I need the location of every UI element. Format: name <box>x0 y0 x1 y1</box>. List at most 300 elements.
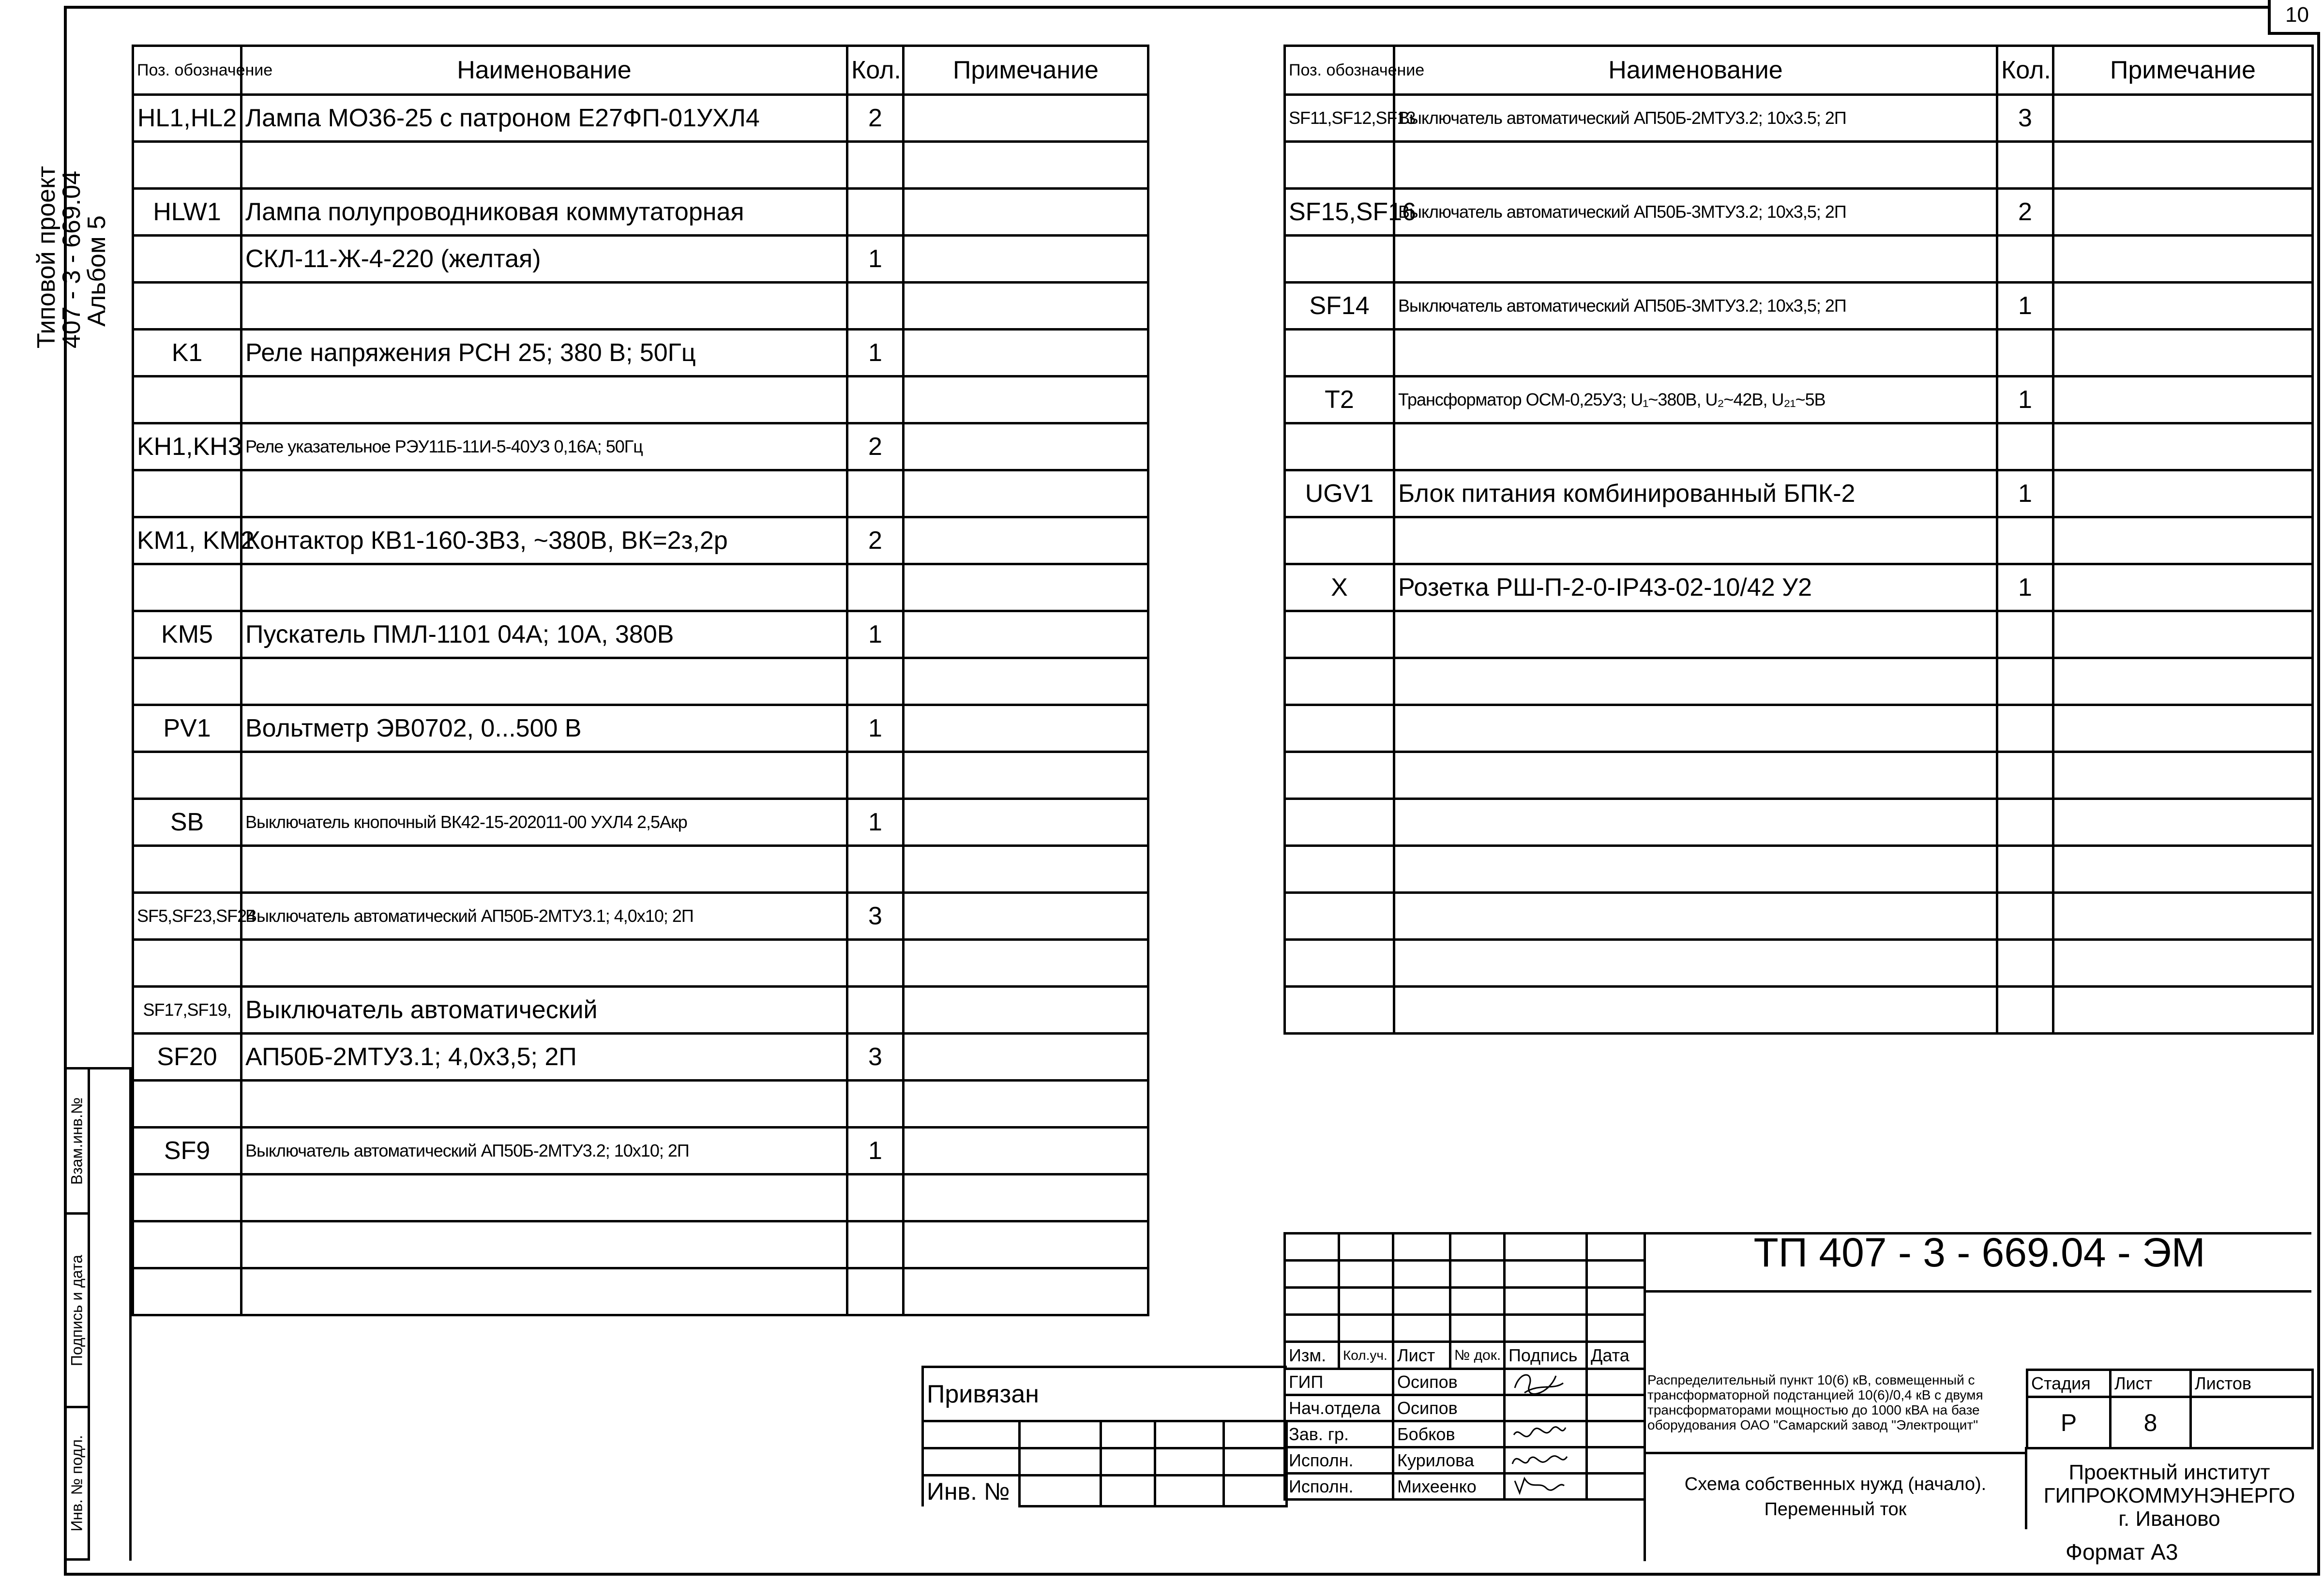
quantity-cell: 1 <box>847 330 904 376</box>
note-cell <box>904 611 1148 658</box>
quantity-cell <box>847 564 904 611</box>
signatory-name: Осипов <box>1393 1395 1505 1421</box>
note-cell <box>904 846 1148 893</box>
quantity-cell: 1 <box>1997 470 2053 517</box>
org-line: г. Иваново <box>2118 1507 2220 1531</box>
quantity-cell: 2 <box>847 517 904 564</box>
sheet-header: Лист <box>2111 1370 2191 1397</box>
note-cell <box>904 470 1148 517</box>
name-cell <box>241 470 847 517</box>
note-cell <box>2053 423 2313 470</box>
spec-row <box>133 1128 1148 1174</box>
note-cell <box>2053 893 2313 940</box>
spec-row <box>133 611 1148 658</box>
name-cell <box>1394 846 1997 893</box>
signatory-name: Михеенко <box>1393 1474 1505 1500</box>
note-cell <box>2053 330 2313 376</box>
quantity-cell: 3 <box>1997 95 2053 142</box>
quantity-cell: 1 <box>847 705 904 752</box>
name-cell: Розетка РШ-П-2-0-IP43-02-10/42 У2 <box>1394 564 1997 611</box>
quantity-cell <box>847 658 904 705</box>
project-description: Распределительный пункт 10(6) кВ, совмещенный с трансформаторной подстанцией 10(6)/0,4 кВ с двумя трансформаторами мощностью до 1000 кВА на базе оборудования ОАО "Самарский завод "Электрощит" <box>1647 1372 1983 1432</box>
quantity-cell <box>1997 423 2053 470</box>
name-cell: СКЛ-11-Ж-4-220 (желтая) <box>241 236 847 283</box>
note-cell <box>2053 470 2313 517</box>
quantity-cell <box>847 376 904 423</box>
spec-row <box>133 517 1148 564</box>
position-cell: PV1 <box>133 705 241 752</box>
name-cell <box>1394 236 1997 283</box>
org-line: Проектный институт <box>2068 1460 2270 1484</box>
signatory-role: ГИП <box>1285 1369 1393 1395</box>
position-cell <box>1285 705 1394 752</box>
note-cell <box>904 893 1148 940</box>
signatory-role: Нач.отдела <box>1285 1395 1393 1421</box>
quantity-cell <box>847 940 904 987</box>
position-cell <box>1285 330 1394 376</box>
note-cell <box>904 189 1148 236</box>
note-cell <box>2053 95 2313 142</box>
quantity-cell <box>1997 987 2053 1034</box>
name-cell: Выключатель кнопочный ВК42-15-202011-00 УХЛ4 2,5Акр <box>241 799 847 846</box>
date-cell <box>1587 1369 1645 1395</box>
quantity-cell <box>847 470 904 517</box>
spec-row <box>133 423 1148 470</box>
name-cell <box>1394 423 1997 470</box>
header-pos: Поз. обозначение <box>133 46 241 95</box>
position-cell <box>1285 987 1394 1034</box>
header-note: Примечание <box>904 46 1148 95</box>
quantity-cell: 1 <box>847 236 904 283</box>
name-cell <box>1394 893 1997 940</box>
col-header: Кол.уч. <box>1339 1342 1393 1369</box>
spec-row <box>1285 236 2313 283</box>
spec-row <box>1285 893 2313 940</box>
note-cell <box>904 330 1148 376</box>
quantity-cell: 2 <box>1997 189 2053 236</box>
note-cell <box>904 799 1148 846</box>
quantity-cell <box>1997 517 2053 564</box>
quantity-cell: 1 <box>847 799 904 846</box>
quantity-cell <box>1997 330 2053 376</box>
position-cell: SB <box>133 799 241 846</box>
position-cell: HLW1 <box>133 189 241 236</box>
quantity-cell <box>847 1268 904 1315</box>
name-cell: Трансформатор ОСМ-0,25У3; U₁~380В, U₂~42В, U₂₁~5В <box>1394 376 1997 423</box>
name-cell <box>241 846 847 893</box>
name-cell <box>1394 752 1997 799</box>
position-cell <box>133 1268 241 1315</box>
header-qty: Кол. <box>847 46 904 95</box>
name-cell: Блок питания комбинированный БПК-2 <box>1394 470 1997 517</box>
spec-row <box>1285 517 2313 564</box>
name-cell <box>1394 611 1997 658</box>
spec-row <box>1285 470 2313 517</box>
note-cell <box>904 1034 1148 1081</box>
name-cell <box>241 1268 847 1315</box>
position-cell <box>133 846 241 893</box>
name-cell: Пускатель ПМЛ-1101 04А; 10А, 380В <box>241 611 847 658</box>
quantity-cell <box>847 142 904 189</box>
note-cell <box>904 752 1148 799</box>
position-cell <box>133 470 241 517</box>
spec-row <box>1285 705 2313 752</box>
spec-row <box>1285 95 2313 142</box>
position-cell: SF9 <box>133 1128 241 1174</box>
note-cell <box>2053 987 2313 1034</box>
quantity-cell: 1 <box>847 611 904 658</box>
header-note: Примечание <box>2053 46 2313 95</box>
name-cell: Выключатель автоматический АП50Б-2МТУ3.2; 10х10; 2П <box>241 1128 847 1174</box>
tied-label: Привязан <box>923 1367 1287 1421</box>
note-cell <box>904 940 1148 987</box>
name-cell <box>1394 330 1997 376</box>
spec-row <box>133 376 1148 423</box>
spec-row <box>133 330 1148 376</box>
note-cell <box>904 1268 1148 1315</box>
spec-row <box>133 95 1148 142</box>
date-cell <box>1587 1395 1645 1421</box>
name-cell <box>241 283 847 330</box>
note-cell <box>904 517 1148 564</box>
quantity-cell <box>1997 611 2053 658</box>
note-cell <box>2053 564 2313 611</box>
note-cell <box>904 423 1148 470</box>
note-cell <box>2053 940 2313 987</box>
note-cell <box>904 705 1148 752</box>
note-cell <box>2053 517 2313 564</box>
position-cell <box>133 1174 241 1221</box>
spec-row <box>133 799 1148 846</box>
position-cell: SF15,SF16 <box>1285 189 1394 236</box>
spec-row <box>133 564 1148 611</box>
drawing-title-line: Схема собственных нужд (начало). <box>1684 1474 1987 1494</box>
position-cell <box>133 1221 241 1268</box>
inv-label: Инв. № <box>923 1476 1020 1506</box>
signatory-role: Исполн. <box>1285 1447 1393 1474</box>
name-cell <box>1394 799 1997 846</box>
spec-row <box>1285 330 2313 376</box>
note-cell <box>2053 705 2313 752</box>
quantity-cell <box>847 1081 904 1128</box>
signature-image <box>1510 1369 1568 1398</box>
position-cell <box>133 236 241 283</box>
position-cell <box>1285 236 1394 283</box>
position-cell <box>133 1081 241 1128</box>
drawing-title-line: Переменный ток <box>1764 1499 1907 1520</box>
note-cell <box>904 658 1148 705</box>
note-cell <box>2053 799 2313 846</box>
quantity-cell <box>1997 705 2053 752</box>
spec-table-right <box>1283 45 2314 1035</box>
quantity-cell <box>1997 236 2053 283</box>
quantity-cell <box>847 987 904 1034</box>
spec-row <box>133 1081 1148 1128</box>
note-cell <box>904 1221 1148 1268</box>
position-cell: SF5,SF23,SF24 <box>133 893 241 940</box>
name-cell <box>241 1081 847 1128</box>
spec-row <box>133 283 1148 330</box>
note-cell <box>2053 236 2313 283</box>
position-cell <box>1285 142 1394 189</box>
quantity-cell: 1 <box>1997 283 2053 330</box>
quantity-cell: 1 <box>847 1128 904 1174</box>
sheets-header: Листов <box>2191 1370 2313 1397</box>
position-cell <box>1285 893 1394 940</box>
spec-row <box>133 1034 1148 1081</box>
spec-row <box>133 1221 1148 1268</box>
spec-row <box>1285 423 2313 470</box>
col-header: № док. <box>1450 1342 1505 1369</box>
signatory-row <box>1285 1395 1645 1421</box>
spec-row <box>1285 189 2313 236</box>
spec-row <box>1285 940 2313 987</box>
position-cell: SF14 <box>1285 283 1394 330</box>
name-cell <box>241 940 847 987</box>
name-cell: Выключатель автоматический АП50Б-2МТУ3.1; 4,0х10; 2П <box>241 893 847 940</box>
format-label: Формат А3 <box>2062 1539 2182 1565</box>
name-cell: Выключатель автоматический АП50Б-3МТУ3.2; 10х3,5; 2П <box>1394 189 1997 236</box>
spec-row <box>1285 846 2313 893</box>
quantity-cell <box>847 1221 904 1268</box>
note-cell <box>2053 142 2313 189</box>
title-blank-box <box>1644 1290 2311 1369</box>
note-cell <box>2053 658 2313 705</box>
signatory-row <box>1285 1369 1645 1395</box>
name-cell <box>241 658 847 705</box>
quantity-cell: 2 <box>847 423 904 470</box>
spec-row <box>133 752 1148 799</box>
stamp-side-column <box>90 1067 132 1561</box>
revision-grid <box>1283 1232 1646 1501</box>
spec-row <box>1285 376 2313 423</box>
note-cell <box>904 236 1148 283</box>
position-cell <box>1285 940 1394 987</box>
name-cell <box>241 752 847 799</box>
revision-header-row <box>1285 1342 1645 1369</box>
quantity-cell: 1 <box>1997 376 2053 423</box>
name-cell <box>241 1174 847 1221</box>
header-name: Наименование <box>241 46 847 95</box>
spec-row <box>133 236 1148 283</box>
quantity-cell <box>1997 142 2053 189</box>
stamp-label: Инв. № подл. <box>68 1435 86 1532</box>
spec-row <box>1285 658 2313 705</box>
col-header: Лист <box>1393 1342 1450 1369</box>
position-cell: SF17,SF19, <box>133 987 241 1034</box>
name-cell: Выключатель автоматический <box>241 987 847 1034</box>
spec-row <box>133 893 1148 940</box>
col-header: Изм. <box>1285 1342 1339 1369</box>
stage-value: Р <box>2027 1397 2111 1448</box>
note-cell <box>2053 376 2313 423</box>
position-cell <box>1285 658 1394 705</box>
quantity-cell: 3 <box>847 1034 904 1081</box>
name-cell: Лампа МО36-25 с патроном Е27ФП-01УХЛ4 <box>241 95 847 142</box>
spec-row <box>133 1174 1148 1221</box>
note-cell <box>904 1081 1148 1128</box>
col-header: Дата <box>1587 1342 1645 1369</box>
spec-row <box>133 940 1148 987</box>
signature-cell <box>1505 1395 1587 1421</box>
quantity-cell <box>1997 846 2053 893</box>
signature-image <box>1510 1420 1568 1449</box>
spec-row <box>133 470 1148 517</box>
signatory-name: Курилова <box>1393 1447 1505 1474</box>
spec-row <box>133 658 1148 705</box>
spec-row <box>133 142 1148 189</box>
quantity-cell <box>1997 658 2053 705</box>
quantity-cell <box>1997 940 2053 987</box>
header-qty: Кол. <box>1997 46 2053 95</box>
name-cell: Выключатель автоматический АП50Б-2МТУ3.2; 10х3.5; 2П <box>1394 95 1997 142</box>
spec-row <box>133 846 1148 893</box>
page-number: 10 <box>2268 0 2320 35</box>
note-cell <box>2053 846 2313 893</box>
position-cell: SF20 <box>133 1034 241 1081</box>
name-cell: Лампа полупроводниковая коммутаторная <box>241 189 847 236</box>
name-cell: АП50Б-2МТУ3.1; 4,0х3,5; 2П <box>241 1034 847 1081</box>
side-title-line: Типовой проект <box>32 166 60 348</box>
quantity-cell <box>847 1174 904 1221</box>
note-cell <box>904 142 1148 189</box>
spec-row <box>1285 752 2313 799</box>
tied-block <box>921 1366 1288 1507</box>
stamp-label: Взам.инв.№ <box>68 1097 86 1185</box>
note-cell <box>2053 283 2313 330</box>
spec-row <box>1285 799 2313 846</box>
position-cell <box>133 940 241 987</box>
org-line: ГИПРОКОММУНЭНЕРГО <box>2043 1484 2295 1507</box>
document-code: ТП 407 - 3 - 669.04 - ЭМ <box>1753 1230 2205 1275</box>
stamp-cell <box>66 1408 88 1558</box>
quantity-cell <box>847 189 904 236</box>
name-cell <box>1394 940 1997 987</box>
position-cell <box>1285 423 1394 470</box>
side-title-line: 407 - 3 - 669.04 <box>58 170 86 348</box>
sheet-value: 8 <box>2111 1397 2191 1448</box>
note-cell <box>904 95 1148 142</box>
name-cell: Контактор КВ1-160-3В3, ~380В, ВК=2з,2р <box>241 517 847 564</box>
name-cell <box>1394 142 1997 189</box>
drawing-title-box <box>1644 1452 2025 1561</box>
position-cell <box>133 752 241 799</box>
quantity-cell: 3 <box>847 893 904 940</box>
note-cell <box>904 283 1148 330</box>
position-cell: KM1, KM2 <box>133 517 241 564</box>
spec-row <box>1285 564 2313 611</box>
position-cell <box>1285 846 1394 893</box>
header-pos: Поз. обозначение <box>1285 46 1394 95</box>
col-header: Подпись <box>1505 1342 1587 1369</box>
spec-row <box>133 705 1148 752</box>
position-cell: T2 <box>1285 376 1394 423</box>
signatory-row <box>1285 1474 1645 1500</box>
name-cell: Реле указательное РЭУ11Б-11И-5-40УЗ 0,16А; 50Гц <box>241 423 847 470</box>
name-cell: Реле напряжения РСН 25; 380 В; 50Гц <box>241 330 847 376</box>
note-cell <box>904 1174 1148 1221</box>
position-cell <box>133 283 241 330</box>
quantity-cell: 1 <box>1997 564 2053 611</box>
note-cell <box>904 376 1148 423</box>
signatory-role: Исполн. <box>1285 1474 1393 1500</box>
date-cell <box>1587 1474 1645 1500</box>
stamp-cell <box>66 1215 88 1408</box>
name-cell: Выключатель автоматический АП50Б-3МТУ3.2; 10х3,5; 2П <box>1394 283 1997 330</box>
position-cell <box>133 564 241 611</box>
quantity-cell <box>1997 799 2053 846</box>
spec-row <box>1285 611 2313 658</box>
note-cell <box>904 1128 1148 1174</box>
side-title <box>32 166 111 348</box>
position-cell: KH1,KH3 <box>133 423 241 470</box>
signatory-name: Осипов <box>1393 1369 1505 1395</box>
name-cell <box>1394 517 1997 564</box>
name-cell <box>1394 987 1997 1034</box>
position-cell: X <box>1285 564 1394 611</box>
stamp-label: Подпись и дата <box>68 1254 86 1366</box>
quantity-cell <box>847 283 904 330</box>
signatory-row <box>1285 1447 1645 1474</box>
quantity-cell <box>1997 893 2053 940</box>
position-cell <box>1285 752 1394 799</box>
quantity-cell <box>1997 752 2053 799</box>
position-cell: K1 <box>133 330 241 376</box>
spec-row <box>1285 987 2313 1034</box>
quantity-cell <box>847 752 904 799</box>
position-cell: UGV1 <box>1285 470 1394 517</box>
note-cell <box>2053 189 2313 236</box>
position-cell <box>133 376 241 423</box>
spec-row <box>133 189 1148 236</box>
spec-row <box>133 987 1148 1034</box>
signatory-name: Бобков <box>1393 1421 1505 1447</box>
name-cell <box>241 564 847 611</box>
spec-row <box>1285 283 2313 330</box>
organization-box <box>2025 1447 2311 1529</box>
position-cell: HL1,HL2 <box>133 95 241 142</box>
stamp-cell <box>66 1069 88 1215</box>
note-cell <box>904 987 1148 1034</box>
note-cell <box>2053 752 2313 799</box>
name-cell: Вольтметр ЭВ0702, 0...500 В <box>241 705 847 752</box>
position-cell <box>1285 611 1394 658</box>
stage-table <box>2026 1369 2314 1449</box>
position-cell <box>133 658 241 705</box>
signature-image <box>1510 1471 1568 1500</box>
stamp-column <box>64 1067 90 1561</box>
spec-table-left <box>132 45 1149 1316</box>
side-title-line: Альбом 5 <box>83 215 111 327</box>
date-cell <box>1587 1447 1645 1474</box>
note-cell <box>2053 611 2313 658</box>
quantity-cell <box>847 846 904 893</box>
table-header-row <box>133 46 1148 95</box>
signatory-row <box>1285 1421 1645 1447</box>
position-cell <box>133 142 241 189</box>
name-cell <box>1394 658 1997 705</box>
position-cell <box>1285 799 1394 846</box>
quantity-cell: 2 <box>847 95 904 142</box>
position-cell: SF11,SF12,SF13 <box>1285 95 1394 142</box>
name-cell <box>241 142 847 189</box>
stage-header: Стадия <box>2027 1370 2111 1397</box>
header-name: Наименование <box>1394 46 1997 95</box>
name-cell <box>1394 705 1997 752</box>
signatory-role: Зав. гр. <box>1285 1421 1393 1447</box>
name-cell <box>241 1221 847 1268</box>
table-header-row <box>1285 46 2313 95</box>
